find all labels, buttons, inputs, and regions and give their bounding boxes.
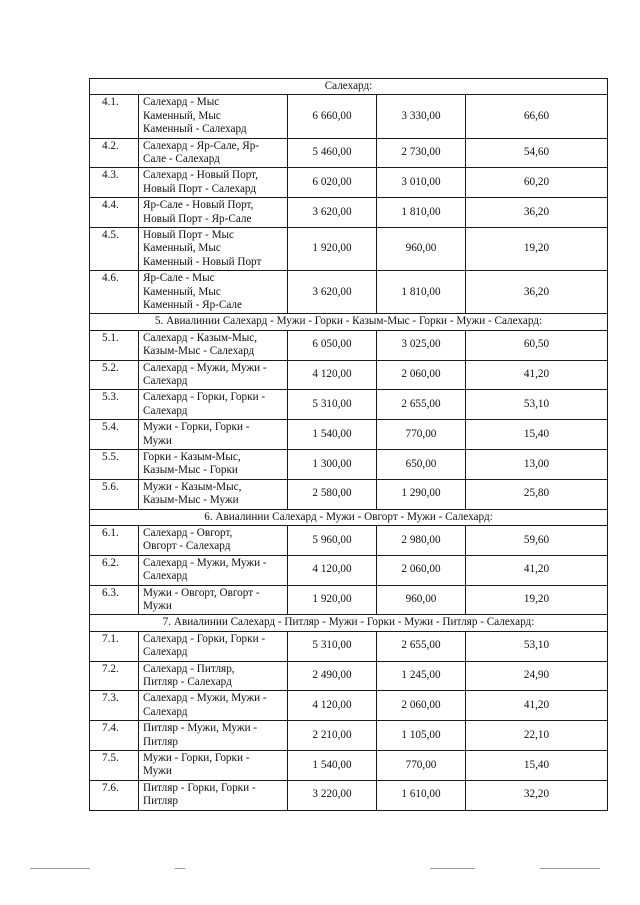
table-row	[90, 420, 608, 450]
route-cell	[139, 449, 288, 479]
route-line: Салехард - Мыс	[143, 96, 220, 109]
table-row	[90, 661, 608, 691]
route-cell	[139, 750, 288, 780]
table-row	[90, 360, 608, 390]
route-line: Салехард	[143, 570, 188, 583]
table-row	[90, 750, 608, 780]
route-cell	[139, 525, 288, 555]
row-number: 4.2.	[90, 138, 139, 168]
route-line: Новый Порт - Салехард	[143, 182, 257, 195]
fare-amount: 1 920,00	[288, 585, 377, 615]
row-number: 5.6.	[90, 479, 139, 509]
fare-amount: 1 300,00	[288, 449, 377, 479]
fare-amount: 4 120,00	[288, 691, 377, 721]
route-line: Салехард	[143, 374, 188, 387]
route-line: Овгорт - Салехард	[143, 540, 231, 553]
route-line: Салехард	[143, 646, 188, 659]
section-header-row	[90, 509, 608, 525]
route-cell	[139, 780, 288, 810]
route-line: Салехард - Мужи, Мужи -	[143, 692, 267, 705]
half-fare-amount: 1 810,00	[377, 198, 466, 228]
fare-amount: 3 620,00	[288, 271, 377, 314]
route-cell	[139, 330, 288, 360]
fare-amount: 1 540,00	[288, 750, 377, 780]
route-cell	[139, 168, 288, 198]
fare-table-body	[90, 79, 608, 811]
row-number: 4.1.	[90, 95, 139, 138]
route-line: Мужи - Казым-Мыс,	[143, 480, 242, 493]
half-fare-amount: 650,00	[377, 449, 466, 479]
fare-amount: 1 920,00	[288, 227, 377, 270]
route-line: Питляр	[143, 795, 178, 808]
route-line: Мужи	[143, 434, 172, 447]
section-title: Салехард:	[324, 80, 373, 92]
fee-amount: 15,40	[466, 750, 608, 780]
route-line: Мужи	[143, 765, 172, 778]
table-row	[90, 780, 608, 810]
route-cell	[139, 95, 288, 138]
route-cell	[139, 691, 288, 721]
fee-amount: 59,60	[466, 525, 608, 555]
fare-amount: 5 310,00	[288, 390, 377, 420]
table-row	[90, 198, 608, 228]
scan-artifact	[540, 868, 600, 869]
table-row	[90, 721, 608, 751]
fare-amount: 2 210,00	[288, 721, 377, 751]
fee-amount: 36,20	[466, 198, 608, 228]
row-number: 6.1.	[90, 525, 139, 555]
route-line: Мужи	[143, 599, 172, 612]
route-line: Каменный - Новый Порт	[143, 255, 262, 268]
table-row	[90, 479, 608, 509]
row-number: 5.1.	[90, 330, 139, 360]
route-line: Каменный, Мыс	[143, 242, 221, 255]
row-number: 5.5.	[90, 449, 139, 479]
route-line: Салехард - Овгорт,	[143, 526, 233, 539]
table-row	[90, 271, 608, 314]
fare-amount: 5 960,00	[288, 525, 377, 555]
route-line: Сале - Салехард	[143, 153, 220, 165]
route-line: Яр-Сале - Новый Порт,	[143, 199, 254, 212]
table-row	[90, 631, 608, 661]
fare-amount: 6 050,00	[288, 330, 377, 360]
table-row	[90, 168, 608, 198]
fare-amount: 3 220,00	[288, 780, 377, 810]
fee-amount: 53,10	[466, 390, 608, 420]
half-fare-amount: 770,00	[377, 750, 466, 780]
row-number: 7.5.	[90, 750, 139, 780]
row-number: 5.2.	[90, 360, 139, 390]
fare-amount: 1 540,00	[288, 420, 377, 450]
scan-artifact	[175, 868, 185, 869]
fare-amount: 3 620,00	[288, 198, 377, 228]
fare-amount: 5 310,00	[288, 631, 377, 661]
fee-amount: 15,40	[466, 420, 608, 450]
half-fare-amount: 2 060,00	[377, 691, 466, 721]
route-line: Яр-Сале - Мыс	[143, 272, 215, 285]
row-number: 6.2.	[90, 555, 139, 585]
section-header-row	[90, 314, 608, 330]
row-number: 4.5.	[90, 227, 139, 270]
scan-artifact	[430, 868, 475, 869]
fee-amount: 19,20	[466, 585, 608, 615]
route-line: Салехард - Новый Порт,	[143, 169, 259, 182]
route-line: Казым-Мыс - Мужи	[143, 494, 239, 507]
route-cell	[139, 721, 288, 751]
route-line: Питляр	[143, 735, 178, 748]
route-cell	[139, 585, 288, 615]
half-fare-amount: 2 060,00	[377, 555, 466, 585]
route-line: Салехард - Казым-Мыс,	[143, 331, 258, 344]
scan-artifact	[30, 868, 90, 869]
route-line: Новый Порт - Мыс	[143, 228, 235, 241]
fee-amount: 41,20	[466, 691, 608, 721]
half-fare-amount: 960,00	[377, 585, 466, 615]
fee-amount: 60,20	[466, 168, 608, 198]
half-fare-amount: 1 245,00	[377, 661, 466, 691]
fee-amount: 66,60	[466, 95, 608, 138]
section-title-cell	[90, 615, 608, 631]
section-title: 5. Авиалинии Салехард - Мужи - Горки - Казым-Мыс - Горки - Мужи - Салехард:	[154, 315, 543, 328]
row-number: 5.3.	[90, 390, 139, 420]
route-line: Горки - Казым-Мыс,	[143, 450, 241, 463]
fare-amount: 4 120,00	[288, 555, 377, 585]
route-line: Казым-Мыс - Горки	[143, 464, 238, 477]
route-cell	[139, 631, 288, 661]
half-fare-amount: 2 980,00	[377, 525, 466, 555]
half-fare-amount: 3 010,00	[377, 168, 466, 198]
route-line: Каменный, Мыс	[143, 285, 221, 298]
row-number: 7.1.	[90, 631, 139, 661]
route-line: Салехард - Горки, Горки -	[143, 391, 266, 404]
fare-amount: 2 580,00	[288, 479, 377, 509]
table-row	[90, 585, 608, 615]
route-cell	[139, 555, 288, 585]
route-line: Каменный - Салехард	[143, 123, 247, 136]
route-line: Каменный - Яр-Сале	[143, 298, 242, 311]
half-fare-amount: 960,00	[377, 227, 466, 270]
row-number: 7.6.	[90, 780, 139, 810]
section-title: 7. Авиалинии Салехард - Питляр - Мужи - Горки - Мужи - Питляр - Салехард:	[162, 616, 535, 629]
section-header-row	[90, 615, 608, 631]
route-cell	[139, 390, 288, 420]
route-line: Питляр - Салехард	[143, 675, 232, 688]
route-cell	[139, 138, 288, 168]
route-line: Салехард - Мужи, Мужи -	[143, 556, 267, 569]
route-line: Каменный, Мыс	[143, 109, 221, 122]
route-line: Мужи - Овгорт, Овгорт -	[143, 586, 260, 599]
half-fare-amount: 1 810,00	[377, 271, 466, 314]
half-fare-amount: 2 060,00	[377, 360, 466, 390]
half-fare-amount: 3 025,00	[377, 330, 466, 360]
fee-amount: 53,10	[466, 631, 608, 661]
fee-amount: 13,00	[466, 449, 608, 479]
route-line: Салехард - Мужи, Мужи -	[143, 361, 267, 374]
fee-amount: 41,20	[466, 360, 608, 390]
table-row	[90, 330, 608, 360]
fee-amount: 60,50	[466, 330, 608, 360]
route-line: Казым-Мыс - Салехард	[143, 345, 255, 358]
route-line: Салехард - Питляр,	[143, 662, 235, 675]
row-number: 4.4.	[90, 198, 139, 228]
row-number: 4.6.	[90, 271, 139, 314]
row-number: 7.2.	[90, 661, 139, 691]
route-line: Салехард - Яр-Сале, Яр-	[143, 139, 260, 152]
row-number: 7.4.	[90, 721, 139, 751]
row-number: 4.3.	[90, 168, 139, 198]
fee-amount: 25,80	[466, 479, 608, 509]
fee-amount: 32,20	[466, 780, 608, 810]
route-cell	[139, 198, 288, 228]
fee-amount: 41,20	[466, 555, 608, 585]
fare-amount: 5 460,00	[288, 138, 377, 168]
fare-amount: 6 020,00	[288, 168, 377, 198]
half-fare-amount: 2 655,00	[377, 390, 466, 420]
fee-amount: 19,20	[466, 227, 608, 270]
table-row	[90, 95, 608, 138]
route-line: Салехард	[143, 404, 188, 417]
table-row	[90, 525, 608, 555]
route-line: Салехард	[143, 705, 188, 718]
table-row	[90, 227, 608, 270]
table-row	[90, 449, 608, 479]
fee-amount: 54,60	[466, 138, 608, 168]
half-fare-amount: 2 655,00	[377, 631, 466, 661]
section-title-cell	[90, 79, 608, 95]
half-fare-amount: 1 105,00	[377, 721, 466, 751]
route-line: Новый Порт - Яр-Сале	[143, 212, 252, 225]
route-cell	[139, 360, 288, 390]
fare-amount: 2 490,00	[288, 661, 377, 691]
table-row	[90, 691, 608, 721]
row-number: 5.4.	[90, 420, 139, 450]
section-header-row	[90, 79, 608, 95]
table-row	[90, 138, 608, 168]
route-line: Салехард - Горки, Горки -	[143, 632, 266, 645]
half-fare-amount: 2 730,00	[377, 138, 466, 168]
fee-amount: 36,20	[466, 271, 608, 314]
row-number: 7.3.	[90, 691, 139, 721]
route-line: Мужи - Горки, Горки -	[143, 751, 250, 764]
route-line: Питляр - Мужи, Мужи -	[143, 722, 258, 735]
table-row	[90, 390, 608, 420]
section-title: 6. Авиалинии Салехард - Мужи - Овгорт - Мужи - Салехард:	[204, 510, 493, 523]
scan-footer-marks	[0, 864, 640, 876]
half-fare-amount: 3 330,00	[377, 95, 466, 138]
fee-amount: 24,90	[466, 661, 608, 691]
route-cell	[139, 227, 288, 270]
fare-table	[89, 78, 608, 811]
route-line: Мужи - Горки, Горки -	[143, 421, 250, 434]
half-fare-amount: 1 610,00	[377, 780, 466, 810]
half-fare-amount: 770,00	[377, 420, 466, 450]
fee-amount: 22,10	[466, 721, 608, 751]
fare-amount: 4 120,00	[288, 360, 377, 390]
row-number: 6.3.	[90, 585, 139, 615]
route-cell	[139, 661, 288, 691]
table-row	[90, 555, 608, 585]
route-cell	[139, 479, 288, 509]
route-cell	[139, 271, 288, 314]
fare-amount: 6 660,00	[288, 95, 377, 138]
half-fare-amount: 1 290,00	[377, 479, 466, 509]
section-title-cell	[90, 314, 608, 330]
section-title-cell	[90, 509, 608, 525]
route-line: Питляр - Горки, Горки -	[143, 781, 256, 794]
route-cell	[139, 420, 288, 450]
